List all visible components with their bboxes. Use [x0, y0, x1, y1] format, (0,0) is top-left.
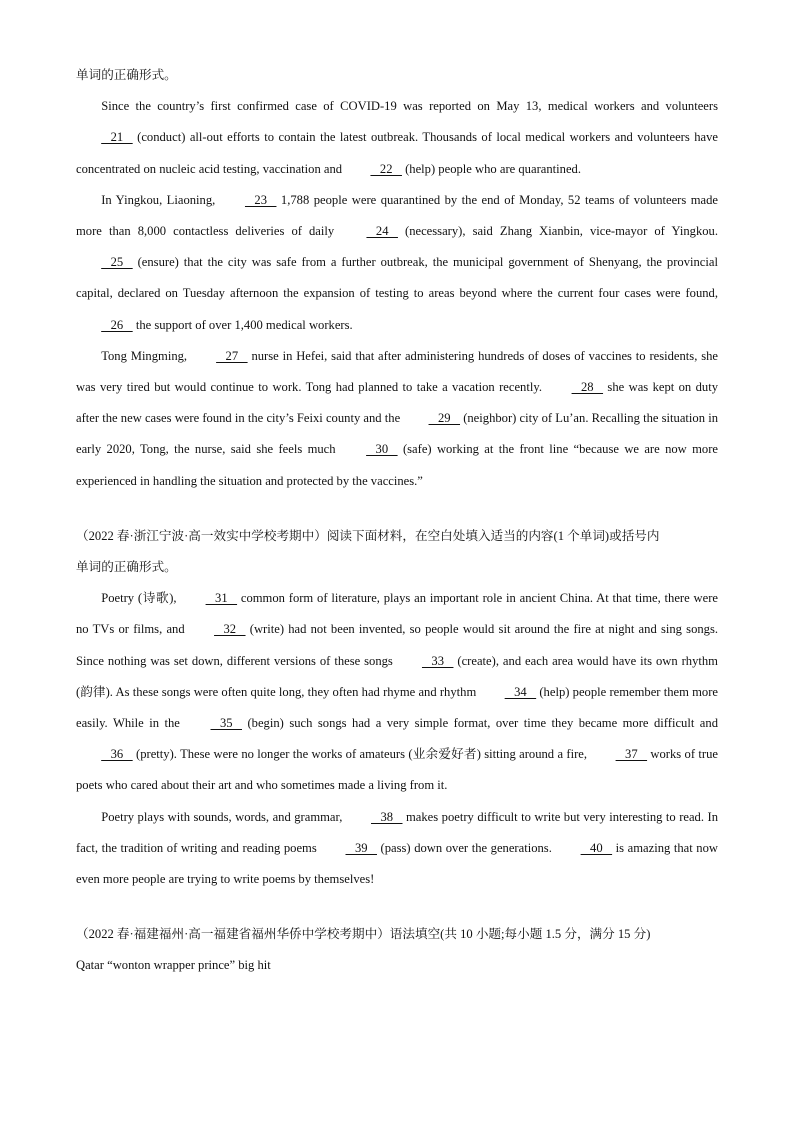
section1-paragraph	[76, 185, 718, 341]
passage-text: Since the country’s first confirmed case of COVID-19 was reported on May 13, medical workers and volunteers	[101, 99, 718, 114]
passage-text: (ensure) that the city was safe from a further outbreak, the municipal government of Shenyang, the provincial capital, declared on Tuesday afternoon the expansion of testing to areas beyond where the current four cases were found,	[76, 255, 718, 301]
passage-text: (necessary), said Zhang Xianbin, vice-mayor of Yingkou.	[397, 224, 718, 239]
passage-text: Poetry plays with sounds, words, and grammar,	[101, 809, 346, 824]
answer-blank[interactable]: 34	[504, 684, 537, 699]
answer-blank[interactable]: 31	[205, 591, 238, 606]
answer-blank[interactable]: 26	[101, 317, 133, 332]
passage-text: (pass) down over the generations.	[376, 840, 556, 855]
passage-text: (help) people remember them more easily. While in the	[76, 684, 718, 731]
section2-paragraph	[76, 802, 718, 896]
answer-blank[interactable]: 33	[421, 653, 454, 668]
passage-text: Poetry (诗歌),	[101, 591, 181, 606]
answer-blank[interactable]: 40	[580, 840, 613, 855]
section3-instruction: （2022 春·福建福州·高一福建省福州华侨中学校考期中）语法填空(共 10 小题;每小题 1.5 分，满分 15 分)	[76, 927, 651, 942]
section2-passage	[76, 583, 718, 895]
section1-instruction-tail: 单词的正确形式。	[76, 68, 177, 82]
section1-paragraph	[76, 341, 718, 497]
answer-blank[interactable]: 32	[214, 622, 246, 637]
passage-text: nurse in Hefei, said that after administering hundreds of doses of vaccines to residents, she was very tired but would continue to work. Tong had planned to take a vacation recently.	[76, 348, 718, 395]
answer-blank[interactable]: 37	[615, 747, 648, 762]
answer-blank[interactable]: 28	[571, 380, 604, 395]
passage-text: (help) people who are quarantined.	[401, 161, 581, 176]
passage-text: common form of literature, plays an important role in ancient China. At that time, there were no TVs or films, and	[76, 591, 718, 637]
passage-text: Tong Mingming,	[101, 348, 191, 363]
passage-text: (begin) such songs had a very simple format, over time they became more difficult and	[242, 716, 718, 731]
section2-instruction: （2022 春·浙江宁波·高一效实中学校考期中）阅读下面材料，在空白处填入适当的内容(1 个单词)或括号内	[76, 528, 660, 543]
answer-blank[interactable]: 36	[101, 747, 133, 762]
passage-text: (write) had not been invented, so people would sit around the fire at night and sing songs. Since nothing was set down, different versions of these songs	[76, 622, 719, 668]
passage-text: 1,788 people were quarantined by the end of Monday, 52 teams of volunteers made more than 8,000 contactless deliveries of daily	[76, 192, 719, 239]
section1-paragraph	[76, 91, 718, 185]
section2-instruction-cont: 单词的正确形式。	[76, 560, 177, 575]
passage-text: she was kept on duty after the new cases were found in the city’s Feixi county and the	[76, 380, 718, 426]
passage-text: (create), and each area would have its own rhythm (韵律). As these songs were often quite long, they often had rhyme and rhythm	[76, 653, 718, 699]
passage-text: (safe) working at the front line “because we are now more experienced in handling the situation and protected by the vaccines.”	[76, 442, 718, 488]
passage-text: makes poetry difficult to write but very interesting to read. In fact, the tradition of writing and reading poems	[76, 809, 718, 855]
answer-blank[interactable]: 27	[216, 348, 248, 363]
answer-blank[interactable]: 30	[366, 442, 398, 457]
section1-passage	[76, 91, 718, 497]
passage-text: works of true poets who cared about their art and who sometimes made a living from it.	[76, 747, 718, 793]
passage-text: (neighbor) city of Lu’an. Recalling the situation in early 2020, Tong, the nurse, said she feels much	[76, 411, 718, 457]
passage-text: is amazing that now even more people are trying to write poems by themselves!	[76, 840, 718, 887]
answer-blank[interactable]: 21	[101, 130, 133, 145]
answer-blank[interactable]: 25	[101, 255, 133, 270]
passage-text: the support of over 1,400 medical workers.	[132, 317, 353, 332]
passage-text: In Yingkou, Liaoning,	[101, 192, 220, 207]
answer-blank[interactable]: 38	[371, 809, 403, 824]
passage-text: (pretty). These were no longer the works of amateurs (业余爱好者) sitting around a fire,	[132, 747, 591, 762]
answer-blank[interactable]: 35	[210, 716, 242, 731]
passage-text: (conduct) all-out efforts to contain the latest outbreak. Thousands of local medical workers and volunteers have concentrated on nucleic acid testing, vaccination and	[76, 130, 718, 176]
answer-blank[interactable]: 39	[345, 840, 377, 855]
answer-blank[interactable]: 24	[366, 224, 398, 239]
answer-blank[interactable]: 29	[428, 411, 461, 426]
section3-passage-title: Qatar “wonton wrapper prince” big hit	[76, 958, 271, 973]
answer-blank[interactable]: 23	[244, 192, 277, 207]
document-page	[76, 60, 718, 982]
section2-paragraph	[76, 583, 718, 801]
answer-blank[interactable]: 22	[370, 161, 402, 176]
